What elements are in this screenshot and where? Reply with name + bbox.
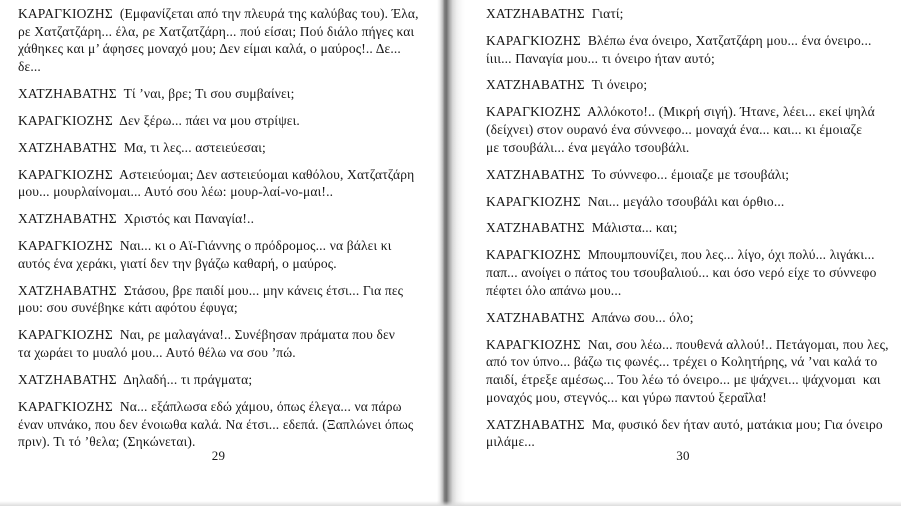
text-line: παπ... ανοίγει ο πάτος του τσουβαλιού... και όσο νερό είχε το σύννεφο (486, 265, 877, 281)
page-right-text-column (486, 5, 891, 460)
text-line: μου: σου συνέβηκε κάτι αφότου έφυγα; (18, 300, 238, 316)
scan-bottom-shade (0, 501, 901, 506)
text-line: πέφτει όλο απάνω μου... (486, 282, 622, 298)
text-line: ΧΑΤΖΗΑΒΑΤΗΣ Τι όνειρο; (486, 77, 648, 93)
dialogue-paragraph (18, 398, 439, 451)
text-line: ΧΑΤΖΗΑΒΑΤΗΣ Μάλιστα... και; (486, 220, 678, 236)
dialogue-paragraph (486, 32, 891, 67)
dialogue-paragraph (18, 5, 439, 76)
dialogue-paragraph (486, 309, 891, 327)
text-line: παιδί, έτρεξε αμέσως... Του λέω τό όνειρο... με ψάχνει... ψάχνομαι και (486, 371, 881, 387)
text-line: ΧΑΤΖΗΑΒΑΤΗΣ Τί ’ναι, βρε; Τι σου συμβαίνει; (18, 86, 295, 101)
text-line: ΧΑΤΖΗΑΒΑΤΗΣ Γιατί; (486, 6, 624, 21)
text-line: ΧΑΤΖΗΑΒΑΤΗΣ Χριστός και Παναγία!.. (18, 211, 255, 227)
page-left (0, 0, 437, 506)
page-right (465, 0, 901, 506)
text-line: μοναχός μου, στεγνός... και γύρω παντού ξεραΐλα! (486, 389, 767, 405)
dialogue-paragraph (18, 166, 439, 201)
text-line: ΚΑΡΑΓΚΙΟΖΗΣ Ναι... μεγάλο τσουβάλι και όρθιο... (486, 193, 785, 209)
book-spine-gutter (437, 0, 465, 506)
dialogue-paragraph (486, 336, 891, 407)
text-line: χάθηκες και μ’ άφησες μοναχό μου; Δεν είμαι καλά, ο μαύρος!.. Δε... (18, 41, 401, 57)
text-line: έναν υπνάκο, που δεν ένοιωθα καλά. Να έτσι... εδεπά. (Ξαπλώνει όπως (18, 416, 414, 432)
text-line: τα χωράει το μυαλό μου... Αυτό θέλω να σου ’πώ. (18, 345, 296, 361)
text-line: ίιιι... Παναγία μου... τι όνειρο ήταν αυτό; (486, 50, 715, 66)
page-left-text-column (18, 5, 439, 460)
text-line: μιλάμε... (486, 434, 535, 450)
dialogue-paragraph (486, 193, 891, 211)
dialogue-paragraph (486, 76, 891, 94)
text-line: ΚΑΡΑΓΚΙΟΖΗΣ Ναι, σου λέω... πουθενά αλλού!.. Πετάγομαι, που λες, (486, 336, 889, 352)
text-line: αυτός ένα χεράκι, γιατί δεν την βγάζω καθαρή, ο μαύρος. (18, 255, 337, 271)
text-line: ΚΑΡΑΓΚΙΟΖΗΣ Να... εξάπλωσα εδώ χάμου, όπως έλεγα... να πάρω (18, 398, 402, 414)
dialogue-paragraph (18, 237, 439, 272)
text-line: ΚΑΡΑΓΚΙΟΖΗΣ Βλέπω ένα όνειρο, Χατζατζάρη μου... ένα όνειρο... (486, 32, 872, 48)
dialogue-paragraph (18, 326, 439, 361)
text-line: ΧΑΤΖΗΑΒΑΤΗΣ Στάσου, βρε παιδί μου... μην κάνεις έτσι... Για πες (18, 282, 404, 298)
text-line: ΧΑΤΖΗΑΒΑΤΗΣ Το σύννεφο... έμοιαζε με τσουβάλι; (486, 166, 790, 182)
text-line: μου... μουρλαίνομαι... Αυτό σου λέω: μουρ-λαί-νο-μαι!.. (18, 184, 334, 200)
text-line: πριν). Τι τό ’θελα; (Σηκώνεται). (18, 434, 196, 450)
text-line: με τσουβάλι... ένα μεγάλο τσουβάλι. (486, 139, 690, 155)
dialogue-paragraph (18, 85, 439, 103)
dialogue-paragraph (18, 371, 439, 389)
page-number-right: 30 (676, 448, 690, 463)
text-line: ρε Χατζατζάρη... έλα, ρε Χατζατζάρη... πού είσαι; Πού διάλο πήγες και (18, 23, 415, 39)
text-line: ΚΑΡΑΓΚΙΟΖΗΣ (Εμφανίζεται από την πλευρά της καλύβας του). Έλα, (18, 6, 419, 21)
dialogue-paragraph (486, 5, 891, 23)
text-line: ΚΑΡΑΓΚΙΟΖΗΣ Αλλόκοτο!.. (Μικρή σιγή). Ήτανε, λέει... εκεί ψηλά (486, 104, 875, 120)
text-line: ΚΑΡΑΓΚΙΟΖΗΣ Ναι... κι ο Αϊ-Γιάννης ο πρόδρομος... να βάλει κι (18, 238, 392, 254)
text-line: ΧΑΤΖΗΑΒΑΤΗΣ Μα, φυσικό δεν ήταν αυτό, ματάκια μου; Για όνειρο (486, 416, 883, 432)
dialogue-paragraph (18, 210, 439, 228)
page-number-left: 29 (211, 448, 226, 463)
dialogue-paragraph (486, 246, 891, 299)
dialogue-paragraph (18, 112, 439, 130)
dialogue-paragraph (18, 139, 439, 157)
text-line: ΚΑΡΑΓΚΙΟΖΗΣ Αστειεύομαι; Δεν αστειεύομαι καθόλου, Χατζατζάρη (18, 166, 415, 182)
text-line: ΧΑΤΖΗΑΒΑΤΗΣ Δηλαδή... τι πράγματα; (18, 371, 253, 387)
dialogue-paragraph (486, 103, 891, 156)
text-line: από τον ύπνο... βάζω τις φωνές... τρέχει ο Κολητήρης, νά ’ναι καλά το (486, 354, 878, 370)
text-line: ΚΑΡΑΓΚΙΟΖΗΣ Ναι, ρε μαλαγάνα!.. Συνέβησαν πράματα που δεν (18, 327, 396, 343)
dialogue-paragraph (486, 416, 891, 451)
dialogue-paragraph (486, 219, 891, 237)
text-line: (δείχνει) στον ουρανό ένα σύννεφο... μοναχά ένα... και... κι έμοιαζε (486, 122, 863, 138)
text-line: ΧΑΤΖΗΑΒΑΤΗΣ Απάνω σου... όλο; (486, 309, 694, 325)
text-line: ΚΑΡΑΓΚΙΟΖΗΣ Δεν ξέρω... πάει να μου στρίψει. (18, 112, 300, 128)
dialogue-paragraph (18, 282, 439, 317)
text-line: ΚΑΡΑΓΚΙΟΖΗΣ Μπουμπουνίζει, που λες... λίγο, όχι πολύ... λιγάκι... (486, 247, 875, 263)
text-line: ΧΑΤΖΗΑΒΑΤΗΣ Μα, τι λες... αστειεύεσαι; (18, 139, 266, 155)
dialogue-paragraph (486, 166, 891, 184)
text-line: δε... (18, 59, 41, 75)
